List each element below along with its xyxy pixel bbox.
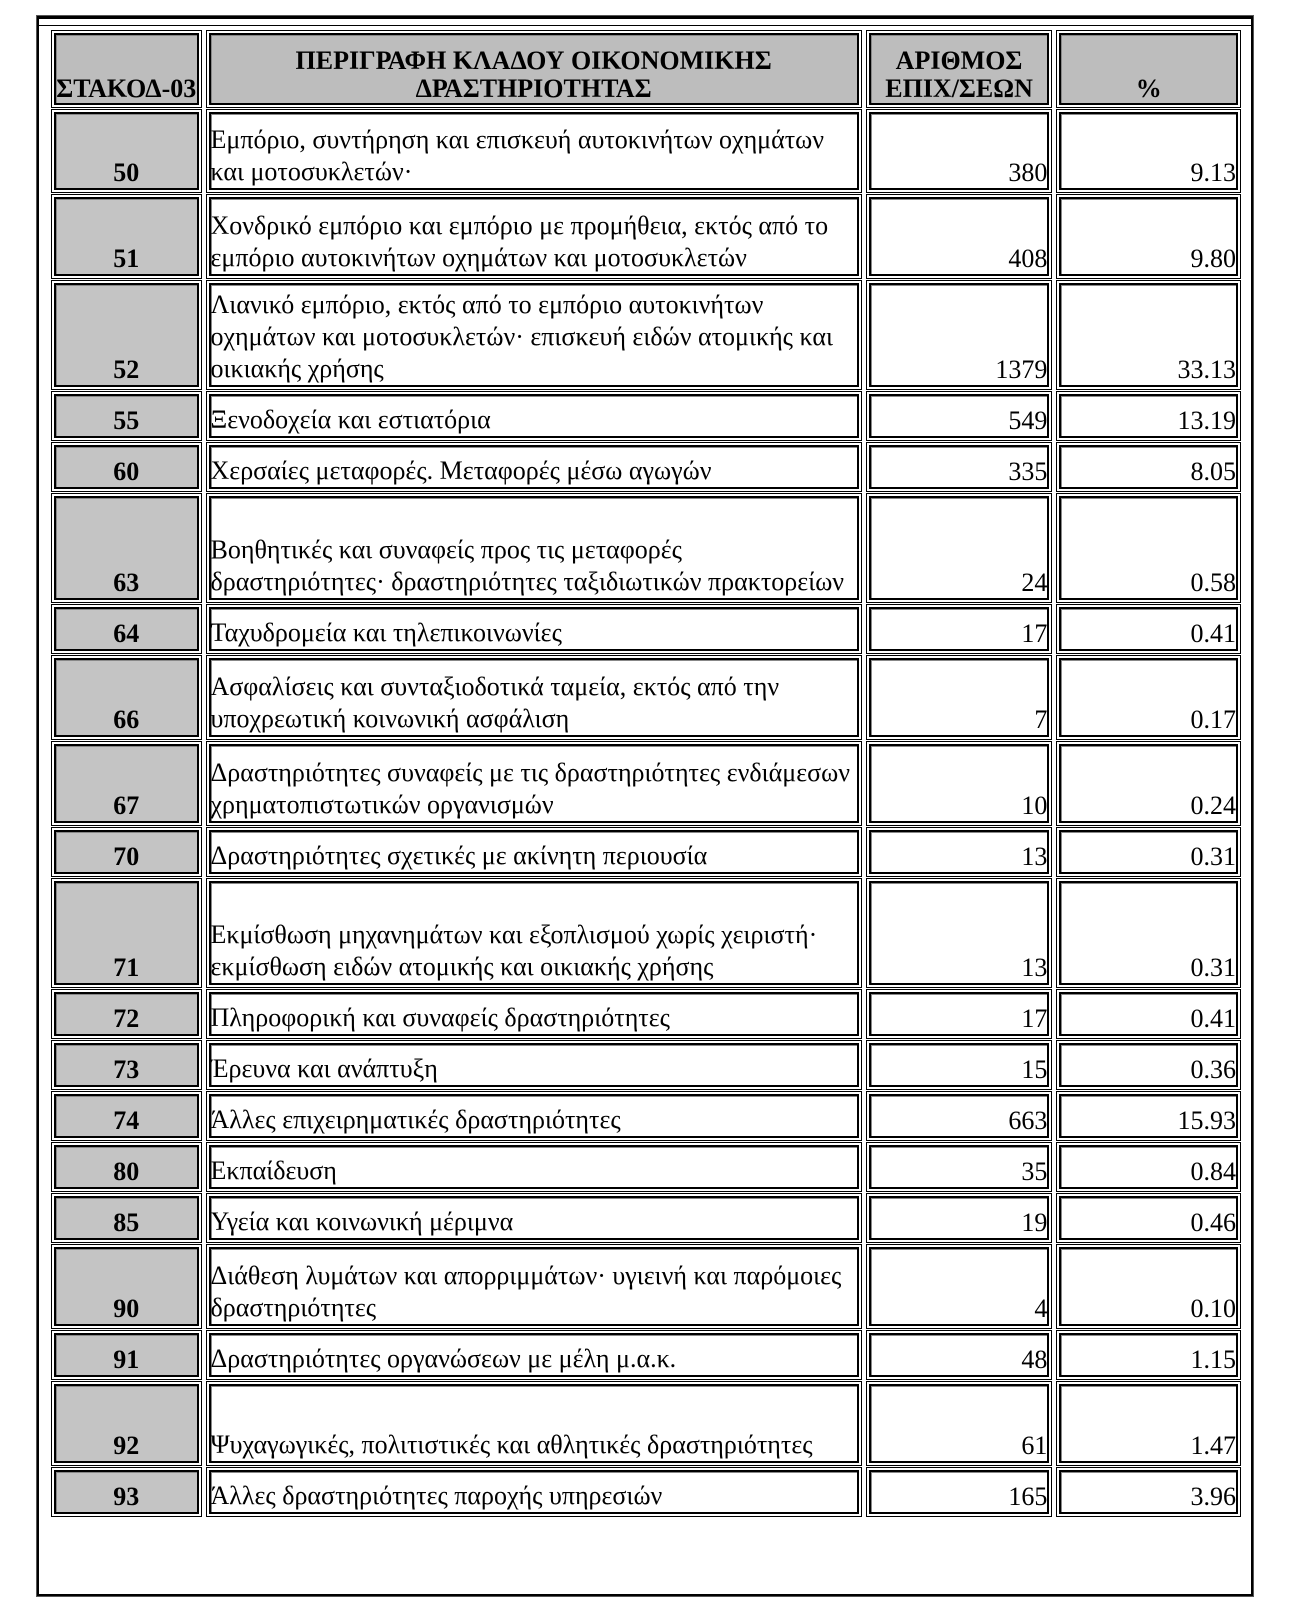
row-percent: 15.93 [1059, 1094, 1238, 1138]
row-code: 80 [54, 1145, 199, 1189]
table-row [54, 1247, 1238, 1326]
row-code: 52 [54, 283, 199, 387]
row-description: Υγεία και κοινωνική μέριμνα [209, 1196, 859, 1240]
row-percent: 3.96 [1059, 1470, 1238, 1514]
row-code: 51 [54, 197, 199, 276]
row-count: 48 [869, 1333, 1050, 1377]
row-description: Διάθεση λυμάτων και απορριμμάτων· υγιεινή και παρόμοιες δραστηριότητες [209, 1247, 859, 1326]
table-row [54, 283, 1238, 387]
row-count: 24 [869, 496, 1050, 600]
row-percent: 13.19 [1059, 394, 1238, 438]
row-description: Ασφαλίσεις και συνταξιοδοτικά ταμεία, εκτός από την υποχρεωτική κοινωνική ασφάλιση [209, 658, 859, 737]
frame-top-band [37, 16, 1253, 26]
row-code: 91 [54, 1333, 199, 1377]
row-percent: 0.58 [1059, 496, 1238, 600]
row-count: 1379 [869, 283, 1050, 387]
header-row [54, 33, 1238, 105]
table-row [54, 830, 1238, 874]
row-description: Άλλες επιχειρηματικές δραστηριότητες [209, 1094, 859, 1138]
row-description: Δραστηριότητες σχετικές με ακίνητη περιουσία [209, 830, 859, 874]
row-description: Εκπαίδευση [209, 1145, 859, 1189]
row-description: Ψυχαγωγικές, πολιτιστικές και αθλητικές δραστηριότητες [209, 1384, 859, 1463]
row-percent: 0.84 [1059, 1145, 1238, 1189]
table-row [54, 445, 1238, 489]
row-percent: 33.13 [1059, 283, 1238, 387]
row-code: 90 [54, 1247, 199, 1326]
row-description: Έρευνα και ανάπτυξη [209, 1043, 859, 1087]
table-row [54, 881, 1238, 985]
row-count: 663 [869, 1094, 1050, 1138]
table-row [54, 1384, 1238, 1463]
row-code: 60 [54, 445, 199, 489]
row-description: Λιανικό εμπόριο, εκτός από το εμπόριο αυτοκινήτων οχημάτων και μοτοσυκλετών· επισκευή ειδών ατομικής και οικιακής χρήσης [209, 283, 859, 387]
row-count: 13 [869, 881, 1050, 985]
header-description: ΠΕΡΙΓΡΑΦΗ ΚΛΑΔΟΥ ΟΙΚΟΝΟΜΙΚΗΣ ΔΡΑΣΤΗΡΙΟΤΗΤΑΣ [209, 33, 859, 105]
row-count: 17 [869, 992, 1050, 1036]
row-percent: 0.46 [1059, 1196, 1238, 1240]
row-code: 92 [54, 1384, 199, 1463]
table-row [54, 1043, 1238, 1087]
row-description: Δραστηριότητες οργανώσεων με μέλη μ.α.κ. [209, 1333, 859, 1377]
row-description: Εμπόριο, συντήρηση και επισκευή αυτοκινήτων οχημάτων και μοτοσυκλετών· [209, 112, 859, 190]
row-percent: 0.17 [1059, 658, 1238, 737]
table-row [54, 1094, 1238, 1138]
row-code: 72 [54, 992, 199, 1036]
header-count: ΑΡΙΘΜΟΣ ΕΠΙΧ/ΣΕΩΝ [869, 33, 1050, 105]
table-row [54, 112, 1238, 190]
row-count: 380 [869, 112, 1050, 190]
table-row [54, 1470, 1238, 1514]
table-row [54, 197, 1238, 276]
row-count: 165 [869, 1470, 1050, 1514]
table-row [54, 394, 1238, 438]
row-code: 63 [54, 496, 199, 600]
row-count: 19 [869, 1196, 1050, 1240]
row-description: Άλλες δραστηριότητες παροχής υπηρεσιών [209, 1470, 859, 1514]
row-percent: 1.47 [1059, 1384, 1238, 1463]
row-count: 408 [869, 197, 1050, 276]
table-row [54, 1196, 1238, 1240]
table-body [54, 112, 1238, 1514]
row-code: 71 [54, 881, 199, 985]
table-row [54, 496, 1238, 600]
row-percent: 0.31 [1059, 830, 1238, 874]
row-count: 13 [869, 830, 1050, 874]
table-row [54, 658, 1238, 737]
row-percent: 0.41 [1059, 607, 1238, 651]
row-percent: 0.36 [1059, 1043, 1238, 1087]
row-code: 74 [54, 1094, 199, 1138]
header-code: ΣΤΑΚΟΔ-03 [54, 33, 199, 105]
row-count: 15 [869, 1043, 1050, 1087]
table-row [54, 1333, 1238, 1377]
activity-table [44, 26, 1248, 1521]
row-code: 70 [54, 830, 199, 874]
row-count: 4 [869, 1247, 1050, 1326]
header-percent: % [1059, 33, 1238, 105]
row-description: Χονδρικό εμπόριο και εμπόριο με προμήθεια, εκτός από το εμπόριο αυτοκινήτων οχημάτων και μοτοσυκλετών [209, 197, 859, 276]
row-percent: 0.10 [1059, 1247, 1238, 1326]
row-count: 7 [869, 658, 1050, 737]
row-percent: 0.31 [1059, 881, 1238, 985]
row-count: 335 [869, 445, 1050, 489]
row-code: 50 [54, 112, 199, 190]
row-code: 66 [54, 658, 199, 737]
row-code: 67 [54, 744, 199, 823]
row-code: 85 [54, 1196, 199, 1240]
row-count: 549 [869, 394, 1050, 438]
row-count: 17 [869, 607, 1050, 651]
row-percent: 0.41 [1059, 992, 1238, 1036]
row-description: Ξενοδοχεία και εστιατόρια [209, 394, 859, 438]
table-row [54, 744, 1238, 823]
row-code: 73 [54, 1043, 199, 1087]
row-description: Εκμίσθωση μηχανημάτων και εξοπλισμού χωρίς χειριστή· εκμίσθωση ειδών ατομικής και οικιακής χρήσης [209, 881, 859, 985]
row-code: 64 [54, 607, 199, 651]
row-percent: 1.15 [1059, 1333, 1238, 1377]
table-row [54, 992, 1238, 1036]
row-percent: 9.80 [1059, 197, 1238, 276]
row-description: Βοηθητικές και συναφείς προς τις μεταφορές δραστηριότητες· δραστηριότητες ταξιδιωτικών πρακτορείων [209, 496, 859, 600]
row-percent: 9.13 [1059, 112, 1238, 190]
row-percent: 0.24 [1059, 744, 1238, 823]
row-code: 55 [54, 394, 199, 438]
table-row [54, 1145, 1238, 1189]
row-description: Πληροφορική και συναφείς δραστηριότητες [209, 992, 859, 1036]
row-code: 93 [54, 1470, 199, 1514]
table-row [54, 607, 1238, 651]
row-count: 35 [869, 1145, 1050, 1189]
row-count: 61 [869, 1384, 1050, 1463]
row-percent: 8.05 [1059, 445, 1238, 489]
row-description: Χερσαίες μεταφορές. Μεταφορές μέσω αγωγών [209, 445, 859, 489]
row-count: 10 [869, 744, 1050, 823]
row-description: Δραστηριότητες συναφείς με τις δραστηριότητες ενδιάμεσων χρηματοπιστωτικών οργανισμών [209, 744, 859, 823]
row-description: Ταχυδρομεία και τηλεπικοινωνίες [209, 607, 859, 651]
